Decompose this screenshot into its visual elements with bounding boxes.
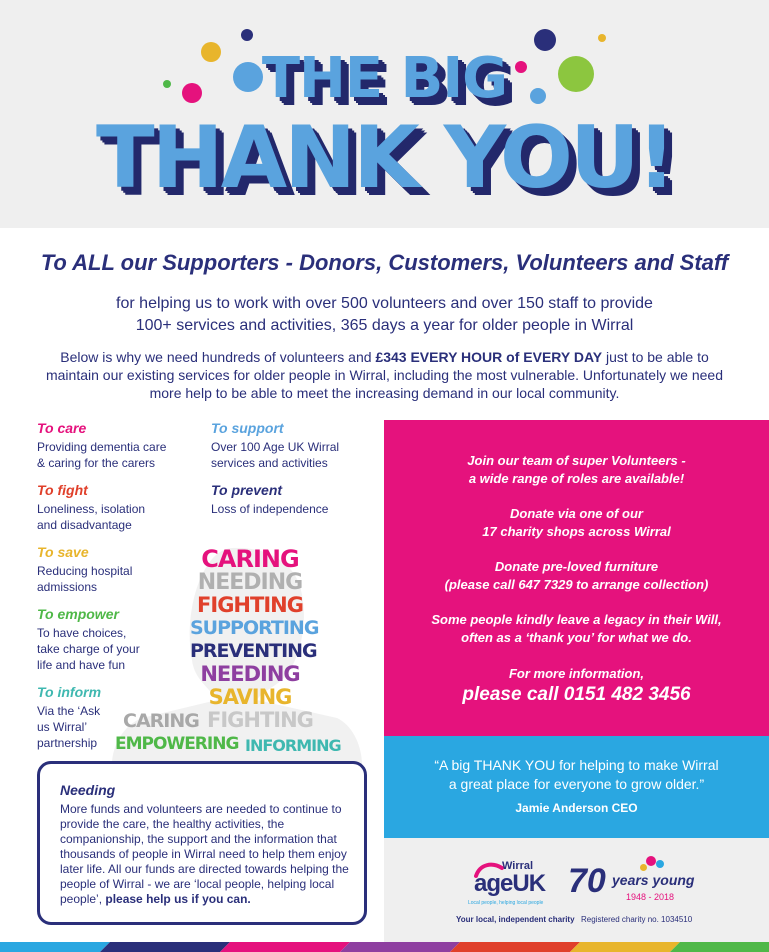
contact-phone: please call 0151 482 3456 — [462, 684, 691, 705]
reason-part1: Below is why we need hundreds of volunteers and — [60, 349, 376, 365]
word-preventing: PREVENTING — [190, 640, 317, 662]
needing-box — [37, 761, 367, 925]
contact-line1: For more information, — [508, 666, 645, 681]
needing-text — [60, 802, 354, 907]
word-caring-2: CARING — [123, 710, 199, 732]
logo-tagline: Local people, helping local people — [468, 900, 544, 906]
balloon-icon — [640, 864, 647, 871]
stripe-segment — [0, 942, 110, 952]
cause-care — [37, 420, 207, 471]
word-needing-2: NEEDING — [200, 662, 300, 686]
volunteer-line1: Join our team of super Volunteers - — [467, 453, 686, 468]
word-informing: INFORMING — [245, 736, 341, 755]
needing-title: Needing — [60, 782, 116, 798]
furniture-line2: (please call 647 7329 to arrange collection) — [444, 577, 709, 592]
stripe-segment — [570, 942, 680, 952]
word-supporting: SUPPORTING — [190, 617, 319, 639]
cause-title: To care — [37, 420, 87, 436]
volunteer-line2: a wide range of roles are available! — [468, 471, 685, 486]
ceo-quote-panel — [384, 736, 769, 838]
donate-shops-text — [384, 505, 769, 541]
furniture-line1: Donate pre-loved furniture — [494, 559, 659, 574]
logo-years-young: years young — [612, 872, 695, 888]
logo-years-range: 1948 - 2018 — [626, 892, 675, 902]
reason-part2: just to be able to maintain our existing services for older people in Wirral, including the most vulnerable. Unfortunately we need more help to be able to meet the increasing demand in our local community. — [45, 349, 723, 401]
quote-line1: “A big THANK YOU for helping to make Wirral — [434, 757, 719, 773]
charity-number: Registered charity no. 1034510 — [581, 915, 693, 924]
cause-desc: Providing dementia care & caring for the carers — [37, 440, 167, 470]
reason-text — [40, 348, 729, 402]
seventy-years-logo — [568, 856, 698, 916]
balloon-icon — [646, 856, 656, 866]
legacy-line2: often as a ‘thank you’ for what we do. — [461, 630, 692, 645]
intro-line2: 100+ services and activities, 365 days a year for older people in Wirral — [135, 317, 634, 334]
logos-footer — [384, 838, 769, 942]
stripe-segment — [670, 942, 769, 952]
needing-cta: please help us if you can. — [105, 892, 251, 906]
contact-text — [384, 665, 769, 707]
cause-title: To inform — [37, 684, 102, 700]
title-wrap — [0, 0, 769, 228]
balloon-icon — [656, 860, 664, 868]
word-fighting-2: FIGHTING — [207, 708, 313, 732]
donate-line2: 17 charity shops across Wirral — [482, 524, 671, 539]
word-caring: CARING — [201, 545, 299, 573]
stripe-segment — [340, 942, 460, 952]
needing-body: More funds and volunteers are needed to continue to provide the care, the healthy activities, the companionship, the support and the information that thousands of people in Wirral need to help them enjoy later life. All our funds are directed towards helping the people of Wirral - we are ‘local people, helping local people’, — [60, 802, 349, 906]
charity-tagline: Your local, independent charity — [456, 915, 575, 924]
volunteer-text — [384, 452, 769, 488]
quote-text — [384, 756, 769, 794]
banner-title-line1: THE BIG — [261, 46, 508, 111]
cause-title: To empower — [37, 606, 119, 622]
stripe-segment — [100, 942, 230, 952]
cause-desc: To have choices, take charge of your life and have fun — [37, 626, 140, 672]
cause-title: To prevent — [211, 482, 283, 498]
intro-text — [60, 293, 709, 337]
cause-prevent — [211, 482, 381, 517]
cause-desc: Loneliness, isolation and disadvantage — [37, 502, 146, 532]
donate-furniture-text — [384, 558, 769, 594]
logo-wirral: Wirral — [502, 860, 534, 872]
cause-desc: Over 100 Age UK Wirral services and activities — [211, 440, 340, 470]
cause-desc: Loss of independence — [211, 502, 329, 516]
donate-line1: Donate via one of our — [510, 506, 643, 521]
cause-desc: Reducing hospital admissions — [37, 564, 133, 594]
cause-desc: Via the ‘Ask us Wirral’ partnership — [37, 704, 101, 750]
figure-word-art — [190, 545, 319, 709]
banner-title-line2: THANK YOU! — [95, 108, 674, 208]
word-needing: NEEDING — [197, 570, 303, 595]
cause-title: To save — [37, 544, 89, 560]
page-heading: To ALL our Supporters - Donors, Customers, Volunteers and Staff — [40, 250, 729, 275]
word-fighting: FIGHTING — [197, 593, 303, 617]
stripe-segment — [450, 942, 580, 952]
word-saving: SAVING — [208, 685, 292, 709]
legacy-text — [384, 611, 769, 647]
ways-to-help-panel — [384, 420, 769, 736]
bottom-color-stripe — [0, 942, 769, 952]
logo-seventy: 70 — [568, 862, 606, 900]
age-uk-wirral-logo — [462, 860, 562, 910]
cause-title: To support — [211, 420, 284, 436]
word-empowering: EMPOWERING — [115, 734, 239, 754]
intro-line1: for helping us to work with over 500 volunteers and over 150 staff to provide — [116, 295, 653, 312]
quote-line2: a great place for everyone to grow older.” — [448, 776, 705, 792]
quote-author: Jamie Anderson CEO — [515, 801, 638, 815]
cause-fight — [37, 482, 207, 533]
logo-ageuk: ageUK — [474, 870, 546, 897]
cause-support — [211, 420, 351, 471]
stripe-segment — [220, 942, 350, 952]
cause-title: To fight — [37, 482, 88, 498]
reason-highlight: £343 EVERY HOUR of EVERY DAY — [375, 349, 603, 365]
legacy-line1: Some people kindly leave a legacy in their Will, — [431, 612, 722, 627]
